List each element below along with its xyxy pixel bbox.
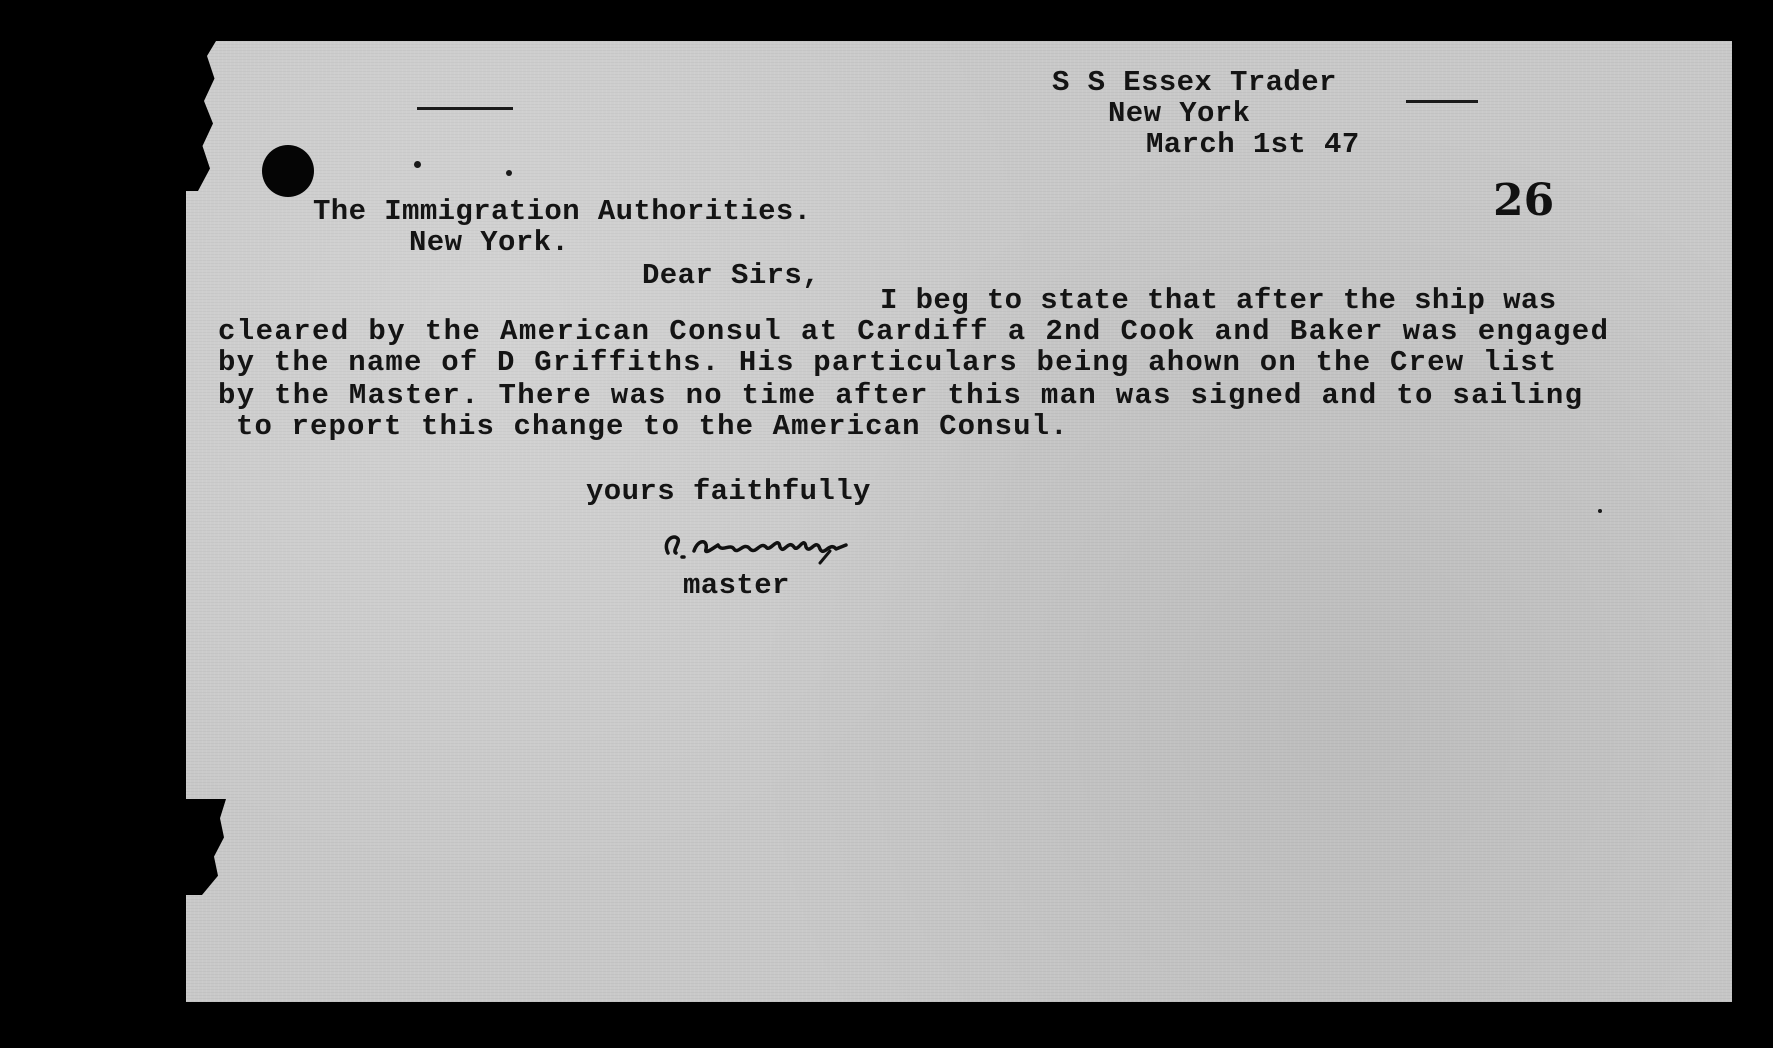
stray-dot <box>414 161 421 168</box>
ship-name: S S Essex Trader <box>1052 66 1337 99</box>
addressee-line-1: The Immigration Authorities. <box>313 195 812 228</box>
torn-edge-top <box>186 41 216 191</box>
torn-edge-bottom <box>186 799 226 895</box>
stray-dot <box>506 170 512 176</box>
addressee-line-2: New York. <box>409 226 570 259</box>
body-line-5: to report this change to the American Consul. <box>236 410 1069 443</box>
punch-hole <box>262 145 314 197</box>
handwritten-signature <box>660 527 860 567</box>
stray-dot <box>1598 509 1602 513</box>
closing: yours faithfully <box>586 475 871 508</box>
letter-page <box>186 41 1732 1002</box>
body-line-1: I beg to state that after the ship was <box>880 284 1557 317</box>
stray-mark <box>1406 100 1478 103</box>
body-line-2: cleared by the American Consul at Cardiff a 2nd Cook and Baker was engaged <box>218 315 1610 348</box>
letterhead-place: New York <box>1108 97 1251 130</box>
page-number: 26 <box>1493 175 1555 226</box>
signatory-title: master <box>683 569 790 602</box>
body-line-4: by the Master. There was no time after this man was signed and to sailing <box>218 379 1584 412</box>
salutation: Dear Sirs, <box>642 259 821 292</box>
stray-mark <box>417 107 513 110</box>
body-line-3: by the name of D Griffiths. His particulars being ahown on the Crew list <box>218 346 1558 379</box>
letter-date: March 1st 47 <box>1146 128 1360 161</box>
